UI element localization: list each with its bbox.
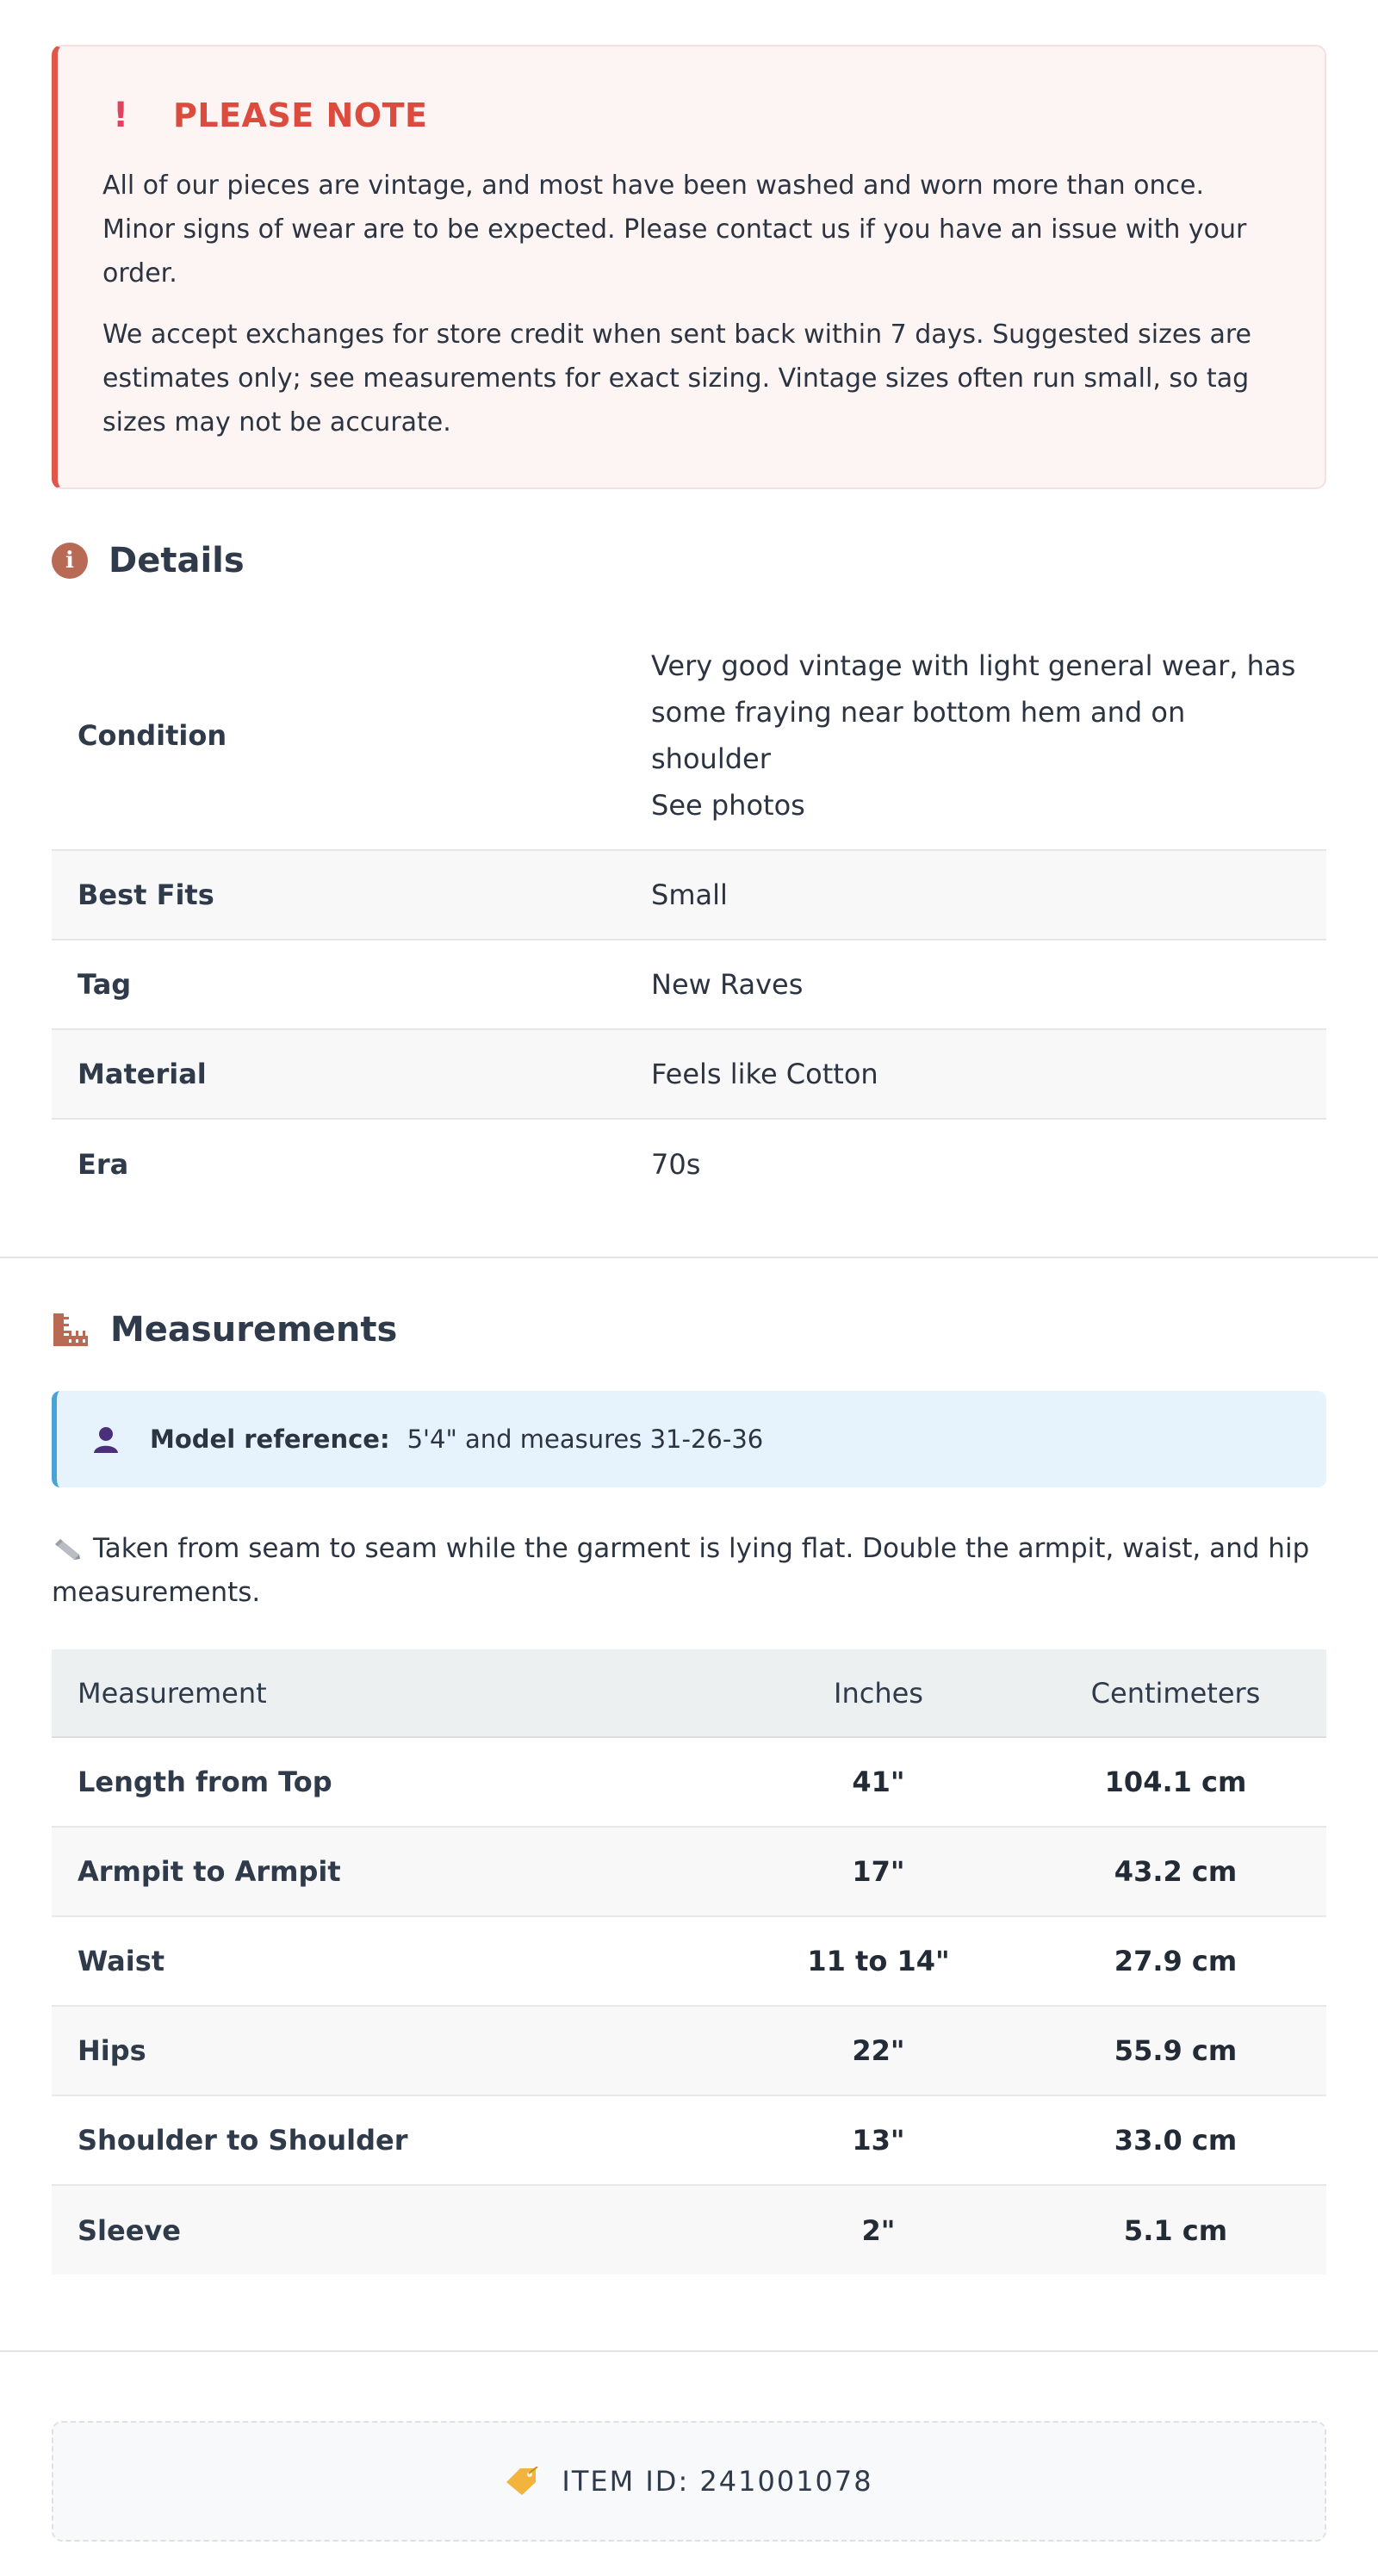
item-id-box — [52, 2421, 1326, 2542]
details-table — [52, 622, 1326, 1208]
info-icon: i — [52, 543, 88, 579]
please-note-notice — [52, 45, 1326, 489]
model-reference-value: 5'4" and measures 31-26-36 — [407, 1425, 764, 1454]
details-value — [625, 622, 1326, 850]
measurement-cm: 55.9 cm — [1025, 2006, 1326, 2095]
table-row — [52, 1737, 1326, 1827]
measurements-header-row — [52, 1649, 1326, 1737]
details-row-best-fits — [52, 850, 1326, 940]
details-row-tag — [52, 940, 1326, 1029]
details-label: Era — [78, 1147, 129, 1181]
section-divider — [0, 1257, 1378, 1258]
measurement-note-text: Taken from seam to seam while the garment is lying flat. Double the armpit, waist, and hip measurements. — [52, 1533, 1310, 1608]
notice-header — [102, 96, 1280, 134]
measurement-cm: 104.1 cm — [1025, 1737, 1326, 1827]
measurement-inches: 22" — [732, 2006, 1025, 2095]
measurement-name: Armpit to Armpit — [52, 1827, 732, 1916]
details-row-condition — [52, 622, 1326, 850]
details-label: Condition — [78, 719, 227, 752]
person-icon — [91, 1425, 121, 1454]
model-reference-callout — [52, 1391, 1326, 1487]
details-label: Material — [78, 1058, 207, 1090]
measurement-note — [52, 1527, 1326, 1615]
table-row — [52, 2006, 1326, 2095]
column-header-centimeters: Centimeters — [1025, 1649, 1326, 1737]
column-header-inches: Inches — [732, 1649, 1025, 1737]
measurement-inches: 13" — [732, 2095, 1025, 2185]
details-header — [52, 541, 1326, 580]
notice-paragraph-1: All of our pieces are vintage, and most have been washed and worn more than once. Minor signs of wear are to be expected. Please contact us if you have an issue with your order. — [102, 171, 1247, 289]
measurement-cm: 5.1 cm — [1123, 2213, 1228, 2247]
measurement-inches: 17" — [732, 1827, 1025, 1916]
exclamation-icon: ! — [113, 96, 129, 135]
details-value: Small — [651, 878, 728, 911]
measurement-cm: 43.2 cm — [1025, 1827, 1326, 1916]
measurement-inches: 11 to 14" — [732, 1916, 1025, 2006]
model-reference-label: Model reference: — [150, 1425, 390, 1454]
measurement-name: Shoulder to Shoulder — [52, 2095, 732, 2185]
measurement-name: Hips — [52, 2006, 732, 2095]
measurements-title: Measurements — [110, 1310, 398, 1350]
measurements-table — [52, 1649, 1326, 2275]
notice-paragraph-2: We accept exchanges for store credit when sent back within 7 days. Suggested sizes are estimates only; see measurements for exact sizing. Vintage sizes often run small, so tag sizes may not be accurate. — [102, 320, 1252, 438]
details-value: Feels like Cotton — [651, 1058, 878, 1090]
pencil-icon — [52, 1537, 81, 1560]
details-title: Details — [109, 541, 245, 580]
measurements-header — [52, 1310, 1326, 1350]
condition-line-1: Very good vintage with light general wear, has some fraying near bottom hem and on shoulder — [651, 649, 1296, 775]
condition-line-2: See photos — [651, 789, 805, 822]
measurement-inches: 41" — [732, 1737, 1025, 1827]
measurement-cm: 27.9 cm — [1025, 1916, 1326, 2006]
ruler-icon — [52, 1312, 90, 1348]
tag-icon — [505, 2467, 539, 2496]
details-row-era — [52, 1119, 1326, 1208]
table-row — [52, 2185, 1326, 2275]
section-divider — [0, 2350, 1378, 2352]
measurement-name: Waist — [52, 1916, 732, 2006]
details-value: 70s — [651, 1147, 701, 1181]
table-row — [52, 1916, 1326, 2006]
details-value: New Raves — [651, 968, 804, 1001]
notice-title: PLEASE NOTE — [173, 96, 428, 134]
measurement-name: Sleeve — [78, 2213, 181, 2247]
measurement-name: Length from Top — [52, 1737, 732, 1827]
measurement-inches: 2" — [861, 2213, 896, 2247]
measurement-cm: 33.0 cm — [1025, 2095, 1326, 2185]
table-row — [52, 2095, 1326, 2185]
details-row-material — [52, 1029, 1326, 1119]
table-row — [52, 1827, 1326, 1916]
item-id-label: ITEM ID: 241001078 — [562, 2465, 873, 2498]
details-label: Best Fits — [78, 878, 214, 911]
details-label: Tag — [78, 968, 132, 1001]
column-header-measurement: Measurement — [52, 1649, 732, 1737]
